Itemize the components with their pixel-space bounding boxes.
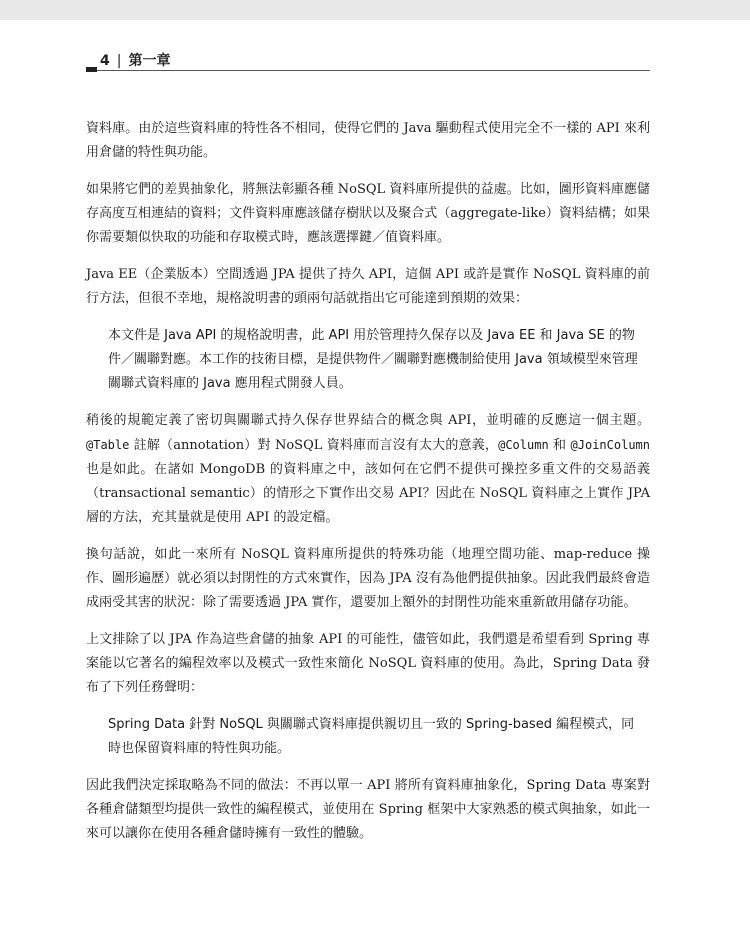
header-marker: [86, 67, 97, 72]
spec-quote: 本文件是 Java API 的規格說明書，此 API 用於管理持久保存以及 Java EE 和 Java SE 的物件／關聯對應。本工作的技術目標，是提供物件／關聯對應機制給使用 Java 領域模型來管理關聯式資料庫的 Java 應用程式開發人員。: [108, 328, 638, 391]
paragraph-4-text-3: 和: [548, 438, 571, 453]
paragraph-6: 上文排除了以 JPA 作為這些倉儲的抽象 API 的可能性，儘管如此，我們還是希望看到 Spring 專案能以它著名的編程效率以及模式一致性來簡化 NoSQL 資料庫的使用。為此，Spring Data 發布了下列任務聲明：: [86, 632, 650, 695]
paragraph-4-text-1: 稍後的規範定義了密切與關聯式持久保存世界結合的概念與 API，並明確的反應這一個主題。: [86, 413, 650, 428]
paragraph-5: 換句話說，如此一來所有 NoSQL 資料庫所提供的特殊功能（地理空間功能、map-reduce 操作、圖形遍歷）就必須以封閉性的方式來實作，因為 JPA 沒有為他們提供抽象。因此我們最終會造成兩受其害的狀況：除了需要透過 JPA 實作，還要加上額外的封閉性功能來重新啟用儲存功能。: [86, 547, 650, 610]
paragraph-final: 因此我們決定採取略為不同的做法：不再以單一 API 將所有資料庫抽象化，Spring Data 專案對各種倉儲類型均提供一致性的編程模式，並使用在 Spring 框架中大家熟悉的模式與抽象，如此一來可以讓你在使用各種倉儲時擁有一致性的體驗。: [86, 778, 650, 841]
header-separator: |: [116, 53, 122, 69]
page-header: [86, 48, 650, 74]
page-body: [86, 117, 650, 859]
paragraph-3: Java EE（企業版本）空間透過 JPA 提供了持久 API，這個 API 或許是實作 NoSQL 資料庫的前行方法，但很不幸地，規格說明書的頭兩句話就指出它可能達到預期的效果：: [86, 267, 650, 306]
column-annotation-code: @Column: [498, 438, 549, 452]
paragraph-2: 如果將它們的差異抽象化，將無法彰顯各種 NoSQL 資料庫所提供的益處。比如，圖形資料庫應儲存高度互相連結的資料；文件資料庫應該儲存樹狀以及聚合式（aggregate-like）資料結構；如果你需要類似快取的功能和存取模式時，應該選擇鍵／值資料庫。: [86, 182, 650, 245]
chapter-title: 第一章: [128, 53, 171, 69]
joincolumn-annotation-code: @JoinColumn: [570, 438, 650, 452]
header-rule: [97, 70, 650, 71]
mission-quote: Spring Data 針對 NoSQL 與關聯式資料庫提供親切且一致的 Spring-based 編程模式，同時也保留資料庫的特性與功能。: [108, 717, 635, 756]
page-number: 4: [100, 53, 110, 69]
header-text: [100, 50, 170, 70]
paragraph-4-text-2: 註解（annotation）對 NoSQL 資料庫而言沒有太大的意義，: [129, 438, 499, 453]
top-margin-band: [0, 0, 750, 20]
paragraph-4: [86, 409, 650, 530]
paragraph-1: 資料庫。由於這些資料庫的特性各不相同，使得它們的 Java 驅動程式使用完全不一樣的 API 來利用倉儲的特性與功能。: [86, 121, 650, 160]
paragraph-4-text-4: 也是如此。在諸如 MongoDB 的資料庫之中，該如何在它們不提供可操控多重文件的交易語義（transactional semantic）的情形之下實作出交易 API？因此在 NoSQL 資料庫之上實作 JPA 層的方法，充其量就是使用 API 的設定檔。: [86, 462, 650, 525]
table-annotation-code: @Table: [86, 438, 130, 452]
